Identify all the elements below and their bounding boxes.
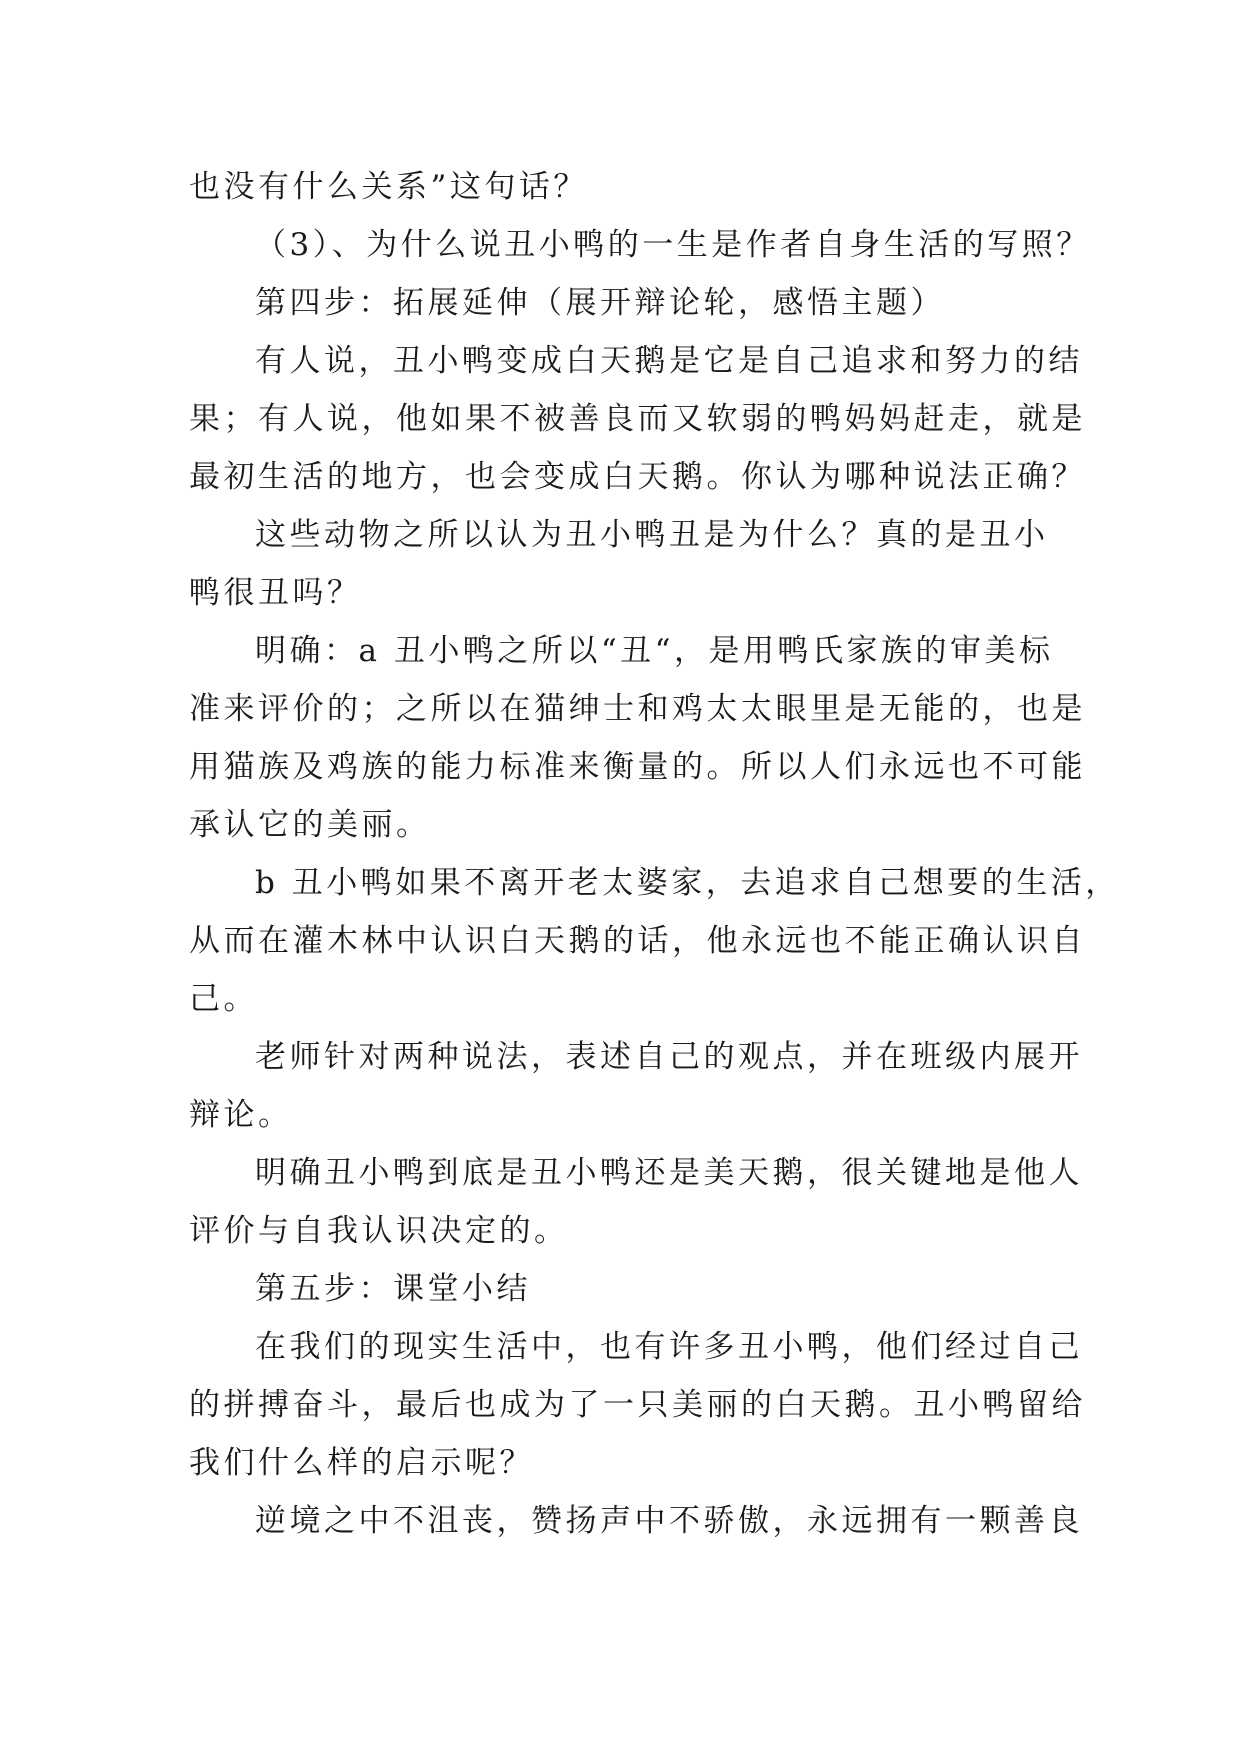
text-line: 有人说，丑小鸭变成白天鹅是它是自己追求和努力的结 [255, 343, 1083, 379]
text-line: 最初生活的地方，也会变成白天鹅。你认为哪种说法正确？ [189, 459, 1086, 495]
text-line: 评价与自我认识决定的。 [189, 1213, 569, 1249]
text-line: 我们什么样的启示呢？ [189, 1445, 534, 1481]
text-line: 果；有人说，他如果不被善良而又软弱的鸭妈妈赶走，就是 [189, 401, 1086, 437]
text-line: 用猫族及鸡族的能力标准来衡量的。所以人们永远也不可能 [189, 749, 1086, 785]
text-line: 明确：a 丑小鸭之所以“丑“，是用鸭氏家族的审美标 [255, 633, 1054, 669]
text-line: 在我们的现实生活中，也有许多丑小鸭，他们经过自己 [255, 1329, 1083, 1365]
text-line: 辩论。 [189, 1097, 293, 1133]
text-line: 老师针对两种说法，表述自己的观点，并在班级内展开 [255, 1039, 1083, 1075]
text-line: 逆境之中不沮丧，赞扬声中不骄傲，永远拥有一颗善良 [255, 1503, 1083, 1539]
body-text [189, 158, 1120, 1550]
text-line: 从而在灌木林中认识白天鹅的话，他永远也不能正确认识自 [189, 923, 1086, 959]
text-line: 的拼搏奋斗，最后也成为了一只美丽的白天鹅。丑小鸭留给 [189, 1387, 1086, 1423]
text-line: 鸭很丑吗？ [189, 575, 362, 611]
text-line: （3）、为什么说丑小鸭的一生是作者自身生活的写照？ [255, 227, 1091, 263]
text-line: 己。 [189, 981, 258, 1017]
text-line: 明确丑小鸭到底是丑小鸭还是美天鹅，很关键地是他人 [255, 1155, 1083, 1191]
text-line: b 丑小鸭如果不离开老太婆家，去追求自己想要的生活， [255, 865, 1120, 901]
text-line: 准来评价的；之所以在猫绅士和鸡太太眼里是无能的，也是 [189, 691, 1086, 727]
text-line: 承认它的美丽。 [189, 807, 431, 843]
text-line: 也没有什么关系”这句话？ [189, 169, 588, 205]
text-line: 这些动物之所以认为丑小鸭丑是为什么？真的是丑小 [255, 517, 1049, 553]
section-heading: 第四步：拓展延伸（展开辩论轮，感悟主题） [255, 285, 945, 321]
section-heading: 第五步：课堂小结 [255, 1271, 531, 1307]
